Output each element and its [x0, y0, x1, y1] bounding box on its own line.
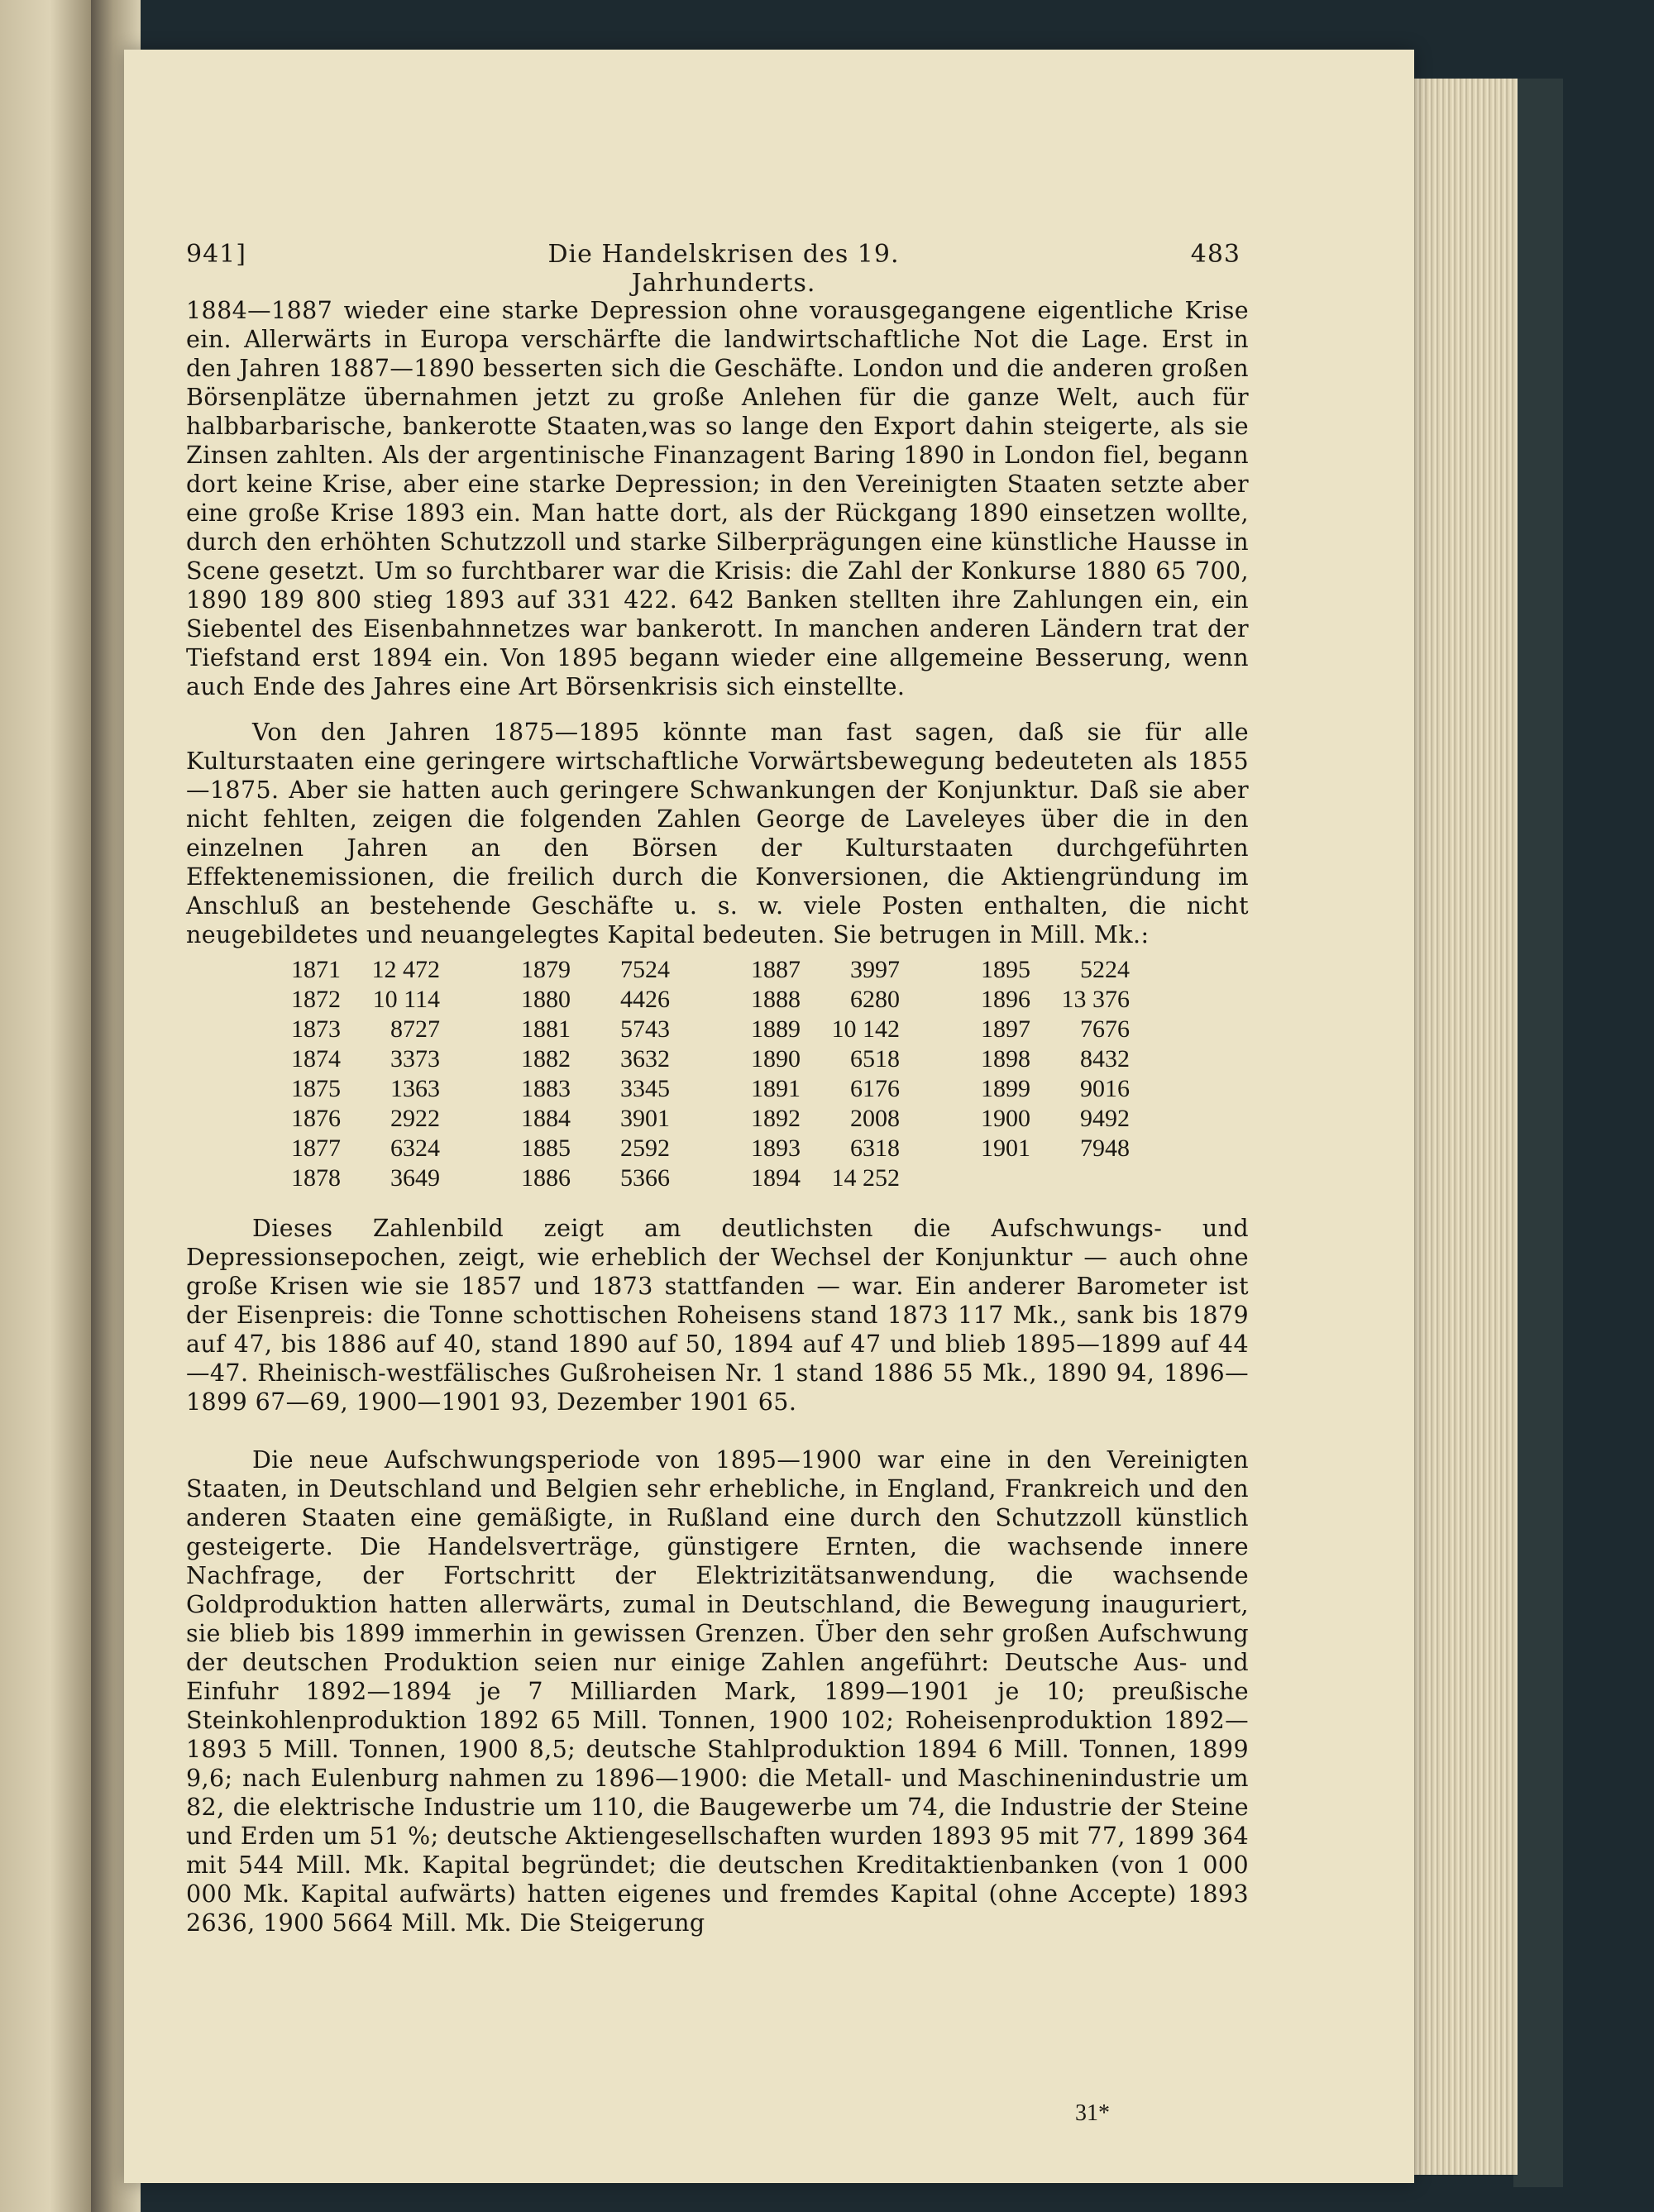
page-edges: [1410, 79, 1518, 2175]
signature-mark: 31*: [1075, 2100, 1110, 2126]
value-cell: 7948: [1080, 1135, 1130, 1162]
value-cell: 10 142: [831, 1015, 900, 1043]
year-cell: 1880: [521, 986, 571, 1013]
table-row: [291, 985, 440, 1015]
table-row: [521, 1044, 670, 1074]
value-cell: 2922: [390, 1105, 440, 1132]
table-column: [751, 955, 900, 1193]
table-row: [521, 1163, 670, 1193]
year-cell: 1885: [521, 1135, 571, 1162]
year-cell: 1879: [521, 956, 571, 983]
value-cell: 5366: [620, 1164, 670, 1192]
table-row: [751, 1134, 900, 1163]
table-row: [981, 985, 1130, 1015]
year-cell: 1892: [751, 1105, 801, 1132]
table-row: [291, 1134, 440, 1163]
year-cell: 1874: [291, 1045, 341, 1073]
running-header: [186, 240, 1240, 298]
page-number: 483: [1190, 240, 1240, 269]
folio-number: 941]: [186, 240, 246, 269]
value-cell: 5743: [620, 1015, 670, 1043]
year-cell: 1901: [981, 1135, 1030, 1162]
year-cell: 1886: [521, 1164, 571, 1192]
paragraph-text: Die neue Aufschwungsperiode von 1895—1900 war eine in den Vereinigten Staaten, in Deutschland und Belgien sehr erhebliche, in England, Frankreich und den anderen Staaten eine gemäßigte, in Rußland eine durch den Schutzzoll künstlich gesteigerte. Die Handelsverträge, günstigere Ernten, die wachsende innere Nachfrage, der Fortschritt der Elektrizitätsanwendung, die wachsende Goldproduktion hatten allerwärts, zumal in Deutschland, die Bewegung inauguriert, sie blieb bis 1899 immerhin in gewissen Grenzen. Über den sehr großen Aufschwung der deutschen Produktion seien nur einige Zahlen angeführt: Deutsche Aus- und Einfuhr 1892—1894 je 7 Milliarden Mark, 1899—1901 je 10; preußische Steinkohlenproduktion 1892 65 Mill. Tonnen, 1900 102; Roheisenproduktion 1892—1893 5 Mill. Tonnen, 1900 8,5; deutsche Stahlproduktion 1894 6 Mill. Tonnen, 1899 9,6; nach Eulenburg nahmen zu 1896—1900: die Metall- und Maschinenindustrie um 82, die elektrische Industrie um 110, die Baugewerbe um 74, die Industrie der Steine und Erden um 51 %; deutsche Aktiengesellschaften wurden 1893 95 mit 77, 1899 364 mit 544 Mill. Mk. Kapital begründet; die deutschen Kreditaktienbanken (von 1 000 000 Mk. Kapital aufwärts) hatten eigenes und fremdes Kapital (ohne Accepte) 1893 2636, 1900 5664 Mill. Mk. Die Steigerung: [186, 1446, 1249, 1937]
book-cover-board: [1513, 79, 1563, 2187]
year-cell: 1871: [291, 956, 341, 983]
year-cell: 1889: [751, 1015, 801, 1043]
table-column: [291, 955, 440, 1193]
table-row: [981, 1104, 1130, 1134]
value-cell: 6324: [390, 1135, 440, 1162]
year-cell: 1884: [521, 1105, 571, 1132]
value-cell: 7676: [1080, 1015, 1130, 1043]
year-cell: 1876: [291, 1105, 341, 1132]
year-cell: 1888: [751, 986, 801, 1013]
table-row: [291, 1044, 440, 1074]
table-row: [751, 1163, 900, 1193]
year-cell: 1882: [521, 1045, 571, 1073]
value-cell: 3373: [390, 1045, 440, 1073]
value-cell: 3345: [620, 1075, 670, 1102]
value-cell: 3632: [620, 1045, 670, 1073]
paragraph-2: [186, 718, 1249, 949]
value-cell: 3997: [850, 956, 900, 983]
table-row: [291, 1163, 440, 1193]
table-row: [291, 1015, 440, 1044]
paragraph-1: [186, 296, 1249, 701]
year-cell: 1875: [291, 1075, 341, 1102]
year-cell: 1896: [981, 986, 1030, 1013]
value-cell: 6176: [850, 1075, 900, 1102]
table-column: [981, 955, 1130, 1163]
running-title: Die Handelskrisen des 19. Jahrhunderts.: [547, 240, 900, 298]
value-cell: 8727: [390, 1015, 440, 1043]
value-cell: 2592: [620, 1135, 670, 1162]
value-cell: 8432: [1080, 1045, 1130, 1073]
table-row: [751, 985, 900, 1015]
year-cell: 1891: [751, 1075, 801, 1102]
year-cell: 1895: [981, 956, 1030, 983]
year-cell: 1894: [751, 1164, 801, 1192]
value-cell: 9492: [1080, 1105, 1130, 1132]
table-row: [751, 1074, 900, 1104]
year-cell: 1877: [291, 1135, 341, 1162]
year-cell: 1890: [751, 1045, 801, 1073]
table-row: [521, 955, 670, 985]
value-cell: 4426: [620, 986, 670, 1013]
year-cell: 1881: [521, 1015, 571, 1043]
paragraph-4: [186, 1445, 1249, 1937]
year-cell: 1898: [981, 1045, 1030, 1073]
value-cell: 10 114: [372, 986, 440, 1013]
year-cell: 1893: [751, 1135, 801, 1162]
table-row: [521, 1015, 670, 1044]
table-row: [751, 1044, 900, 1074]
table-row: [981, 1134, 1130, 1163]
table-row: [981, 1015, 1130, 1044]
table-row: [521, 1134, 670, 1163]
value-cell: 12 472: [371, 956, 440, 983]
left-page-edge: [0, 0, 91, 2212]
value-cell: 1363: [390, 1075, 440, 1102]
year-cell: 1883: [521, 1075, 571, 1102]
table-row: [521, 985, 670, 1015]
table-row: [291, 1074, 440, 1104]
table-row: [291, 1104, 440, 1134]
year-cell: 1878: [291, 1164, 341, 1192]
value-cell: 14 252: [831, 1164, 900, 1192]
table-row: [291, 955, 440, 985]
year-cell: 1899: [981, 1075, 1030, 1102]
value-cell: 6280: [850, 986, 900, 1013]
value-cell: 2008: [850, 1105, 900, 1132]
year-cell: 1887: [751, 956, 801, 983]
value-cell: 6318: [850, 1135, 900, 1162]
paragraph-3: [186, 1214, 1249, 1417]
paragraph-text: Von den Jahren 1875—1895 könnte man fast sagen, daß sie für alle Kulturstaaten eine geringere wirtschaftliche Vorwärtsbewegung bedeuteten als 1855—1875. Aber sie hatten auch geringere Schwankungen der Konjunktur. Daß sie aber nicht fehlten, zeigen die folgenden Zahlen George de Laveleyes über die in den einzelnen Jahren an den Börsen der Kulturstaaten durchgeführten Effektenemissionen, die freilich durch die Konversionen, die Aktiengründung im Anschluß an bestehende Geschäfte u. s. w. viele Posten enthalten, die nicht neugebildetes und neuangelegtes Kapital bedeuten. Sie betrugen in Mill. Mk.:: [186, 719, 1249, 948]
table-row: [521, 1104, 670, 1134]
year-cell: 1900: [981, 1105, 1030, 1132]
year-cell: 1897: [981, 1015, 1030, 1043]
table-row: [521, 1074, 670, 1104]
paragraph-text: 1884—1887 wieder eine starke Depression ohne vorausgegangene eigentliche Krise ein. Allerwärts in Europa verschärfte die landwirtschaftliche Not die Lage. Erst in den Jahren 1887—1890 besserten sich die Geschäfte. London und die anderen großen Börsenplätze übernahmen jetzt zu große Anlehen für die ganze Welt, auch für halbbarbarische, bankerotte Staaten,was so lange den Export dahin steigerte, als sie Zinsen zahlten. Als der argentinische Finanzagent Baring 1890 in London fiel, begann dort keine Krise, aber eine starke Depression; in den Vereinigten Staaten setzte aber eine große Krise 1893 ein. Man hatte dort, als der Rückgang 1890 einsetzen wollte, durch den erhöhten Schutzzoll und starke Silberprägungen eine künstliche Hausse in Scene gesetzt. Um so furchtbarer war die Krisis: die Zahl der Konkurse 1880 65 700, 1890 189 800 stieg 1893 auf 331 422. 642 Banken stellten ihre Zahlungen ein, ein Siebentel des Eisenbahnnetzes war bankerott. In manchen anderen Ländern trat der Tiefstand erst 1894 ein. Von 1895 begann wieder eine allgemeine Besserung, wenn auch Ende des Jahres eine Art Börsenkrisis sich einstellte.: [186, 297, 1249, 700]
table-row: [981, 955, 1130, 985]
table-row: [751, 1015, 900, 1044]
table-row: [751, 955, 900, 985]
table-row: [981, 1074, 1130, 1104]
value-cell: 3901: [620, 1105, 670, 1132]
value-cell: 13 376: [1061, 986, 1130, 1013]
table-column: [521, 955, 670, 1193]
value-cell: 9016: [1080, 1075, 1130, 1102]
paragraph-text: Dieses Zahlenbild zeigt am deutlichsten die Aufschwungs- und Depressionsepochen, zeigt, wie erheblich der Wechsel der Konjunktur — auch ohne große Krisen wie sie 1857 und 1873 stattfanden — war. Ein anderer Barometer ist der Eisenpreis: die Tonne schottischen Roheisens stand 1873 117 Mk., sank bis 1879 auf 47, bis 1886 auf 40, stand 1890 auf 50, 1894 auf 47 und blieb 1895—1899 auf 44—47. Rheinisch-westfälisches Gußroheisen Nr. 1 stand 1886 55 Mk., 1890 94, 1896—1899 67—69, 1900—1901 93, Dezember 1901 65.: [186, 1215, 1249, 1416]
year-cell: 1873: [291, 1015, 341, 1043]
value-cell: 3649: [390, 1164, 440, 1192]
table-row: [751, 1104, 900, 1134]
value-cell: 6518: [850, 1045, 900, 1073]
value-cell: 5224: [1080, 956, 1130, 983]
year-cell: 1872: [291, 986, 341, 1013]
value-cell: 7524: [620, 956, 670, 983]
table-row: [981, 1044, 1130, 1074]
